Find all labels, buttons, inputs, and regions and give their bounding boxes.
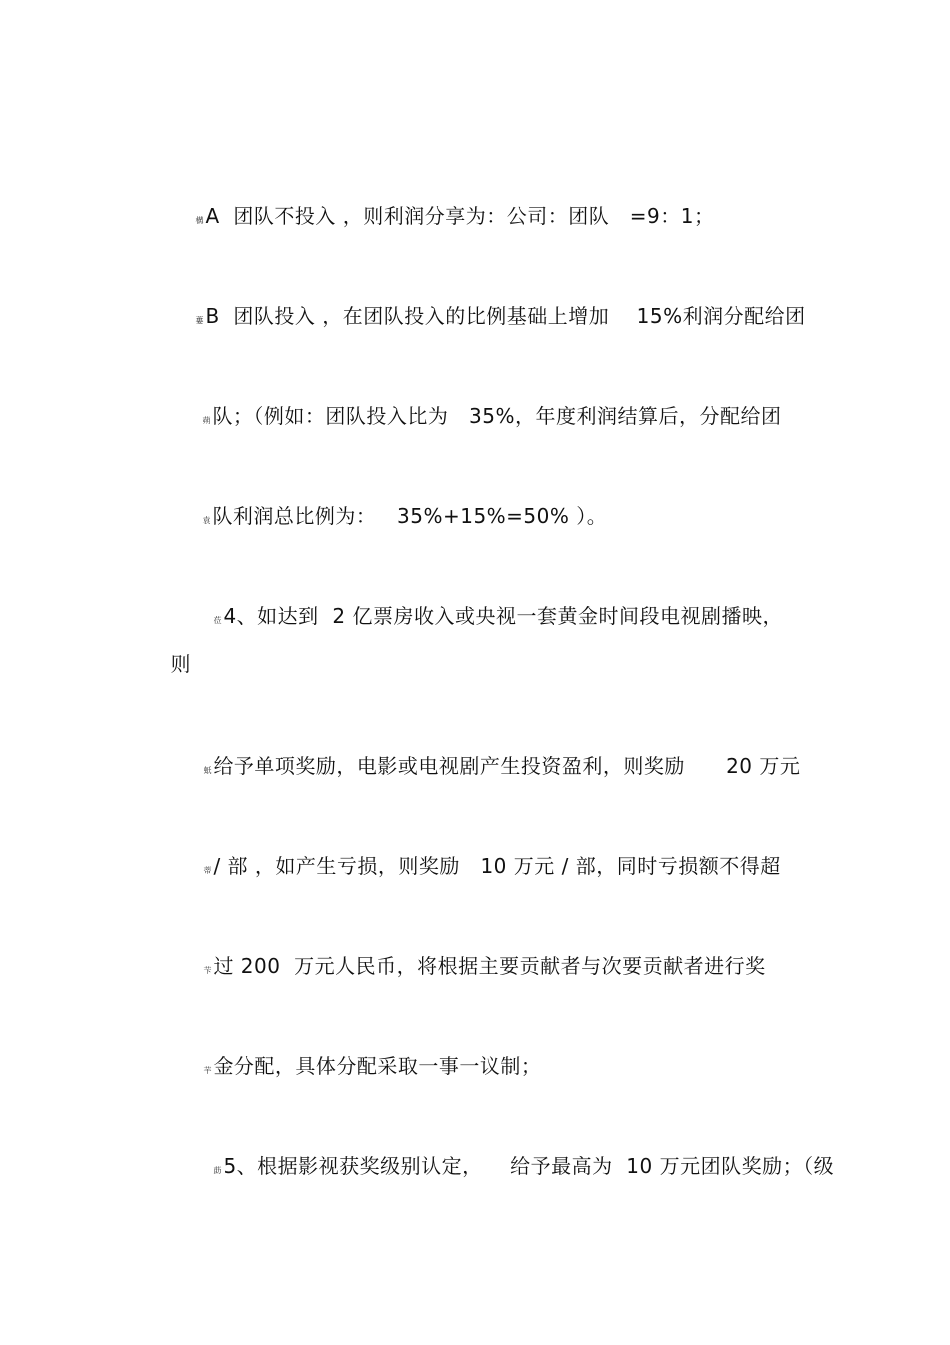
line-text: 则 [170, 652, 191, 676]
line-marker: 蒂 [203, 866, 212, 875]
text-line-3 [175, 380, 781, 452]
text-line-4 [175, 480, 607, 552]
line-marker: 莇 [213, 1166, 222, 1175]
text-line-7 [176, 730, 800, 802]
line-text: 4、如达到 2 亿票房收入或央视一套黄金时间段电视剧播映， [223, 604, 783, 628]
text-line-9 [176, 930, 766, 1002]
line-marker: 莅 [213, 616, 222, 625]
line-marker: 構 [195, 216, 204, 225]
text-line-6 [143, 628, 191, 700]
line-marker: 芉 [203, 1066, 212, 1075]
line-marker: 袁 [202, 516, 211, 525]
line-text: 5、根据影视获奖级别认定， 给予最高为 10 万元团队奖励；（级 [223, 1154, 835, 1178]
text-line-8 [176, 830, 781, 902]
line-marker: 芐 [203, 966, 212, 975]
line-text: 队；（例如：团队投入比为 35%，年度利润结算后，分配给团 [212, 404, 782, 428]
line-text: 给予单项奖励，电影或电视剧产生投资盈利，则奖励 20 万元 [213, 754, 801, 778]
text-line-1 [168, 180, 714, 252]
line-text: 金分配，具体分配采取一事一议制； [213, 1054, 542, 1078]
line-text: / 部 ，如产生亏损，则奖励 10 万元 / 部，同时亏损额不得超 [213, 854, 781, 878]
line-text: 过 200 万元人民币，将根据主要贡献者与次要贡献者进行奖 [213, 954, 766, 978]
line-text: B 团队投入 ，在团队投入的比例基础上增加 15%利润分配给团 [205, 304, 806, 328]
text-line-5 [186, 580, 783, 652]
line-marker: 蒴 [202, 416, 211, 425]
text-line-2 [168, 280, 806, 352]
line-text: A 团队不投入 ，则利润分享为：公司：团队 =9：1； [205, 204, 715, 228]
line-text: 队利润总比例为： 35%+15%=50% ）。 [212, 504, 608, 528]
line-marker: 蚔 [203, 766, 212, 775]
line-marker: 蔞 [195, 316, 204, 325]
text-line-11 [186, 1130, 834, 1202]
text-line-10 [176, 1030, 541, 1102]
